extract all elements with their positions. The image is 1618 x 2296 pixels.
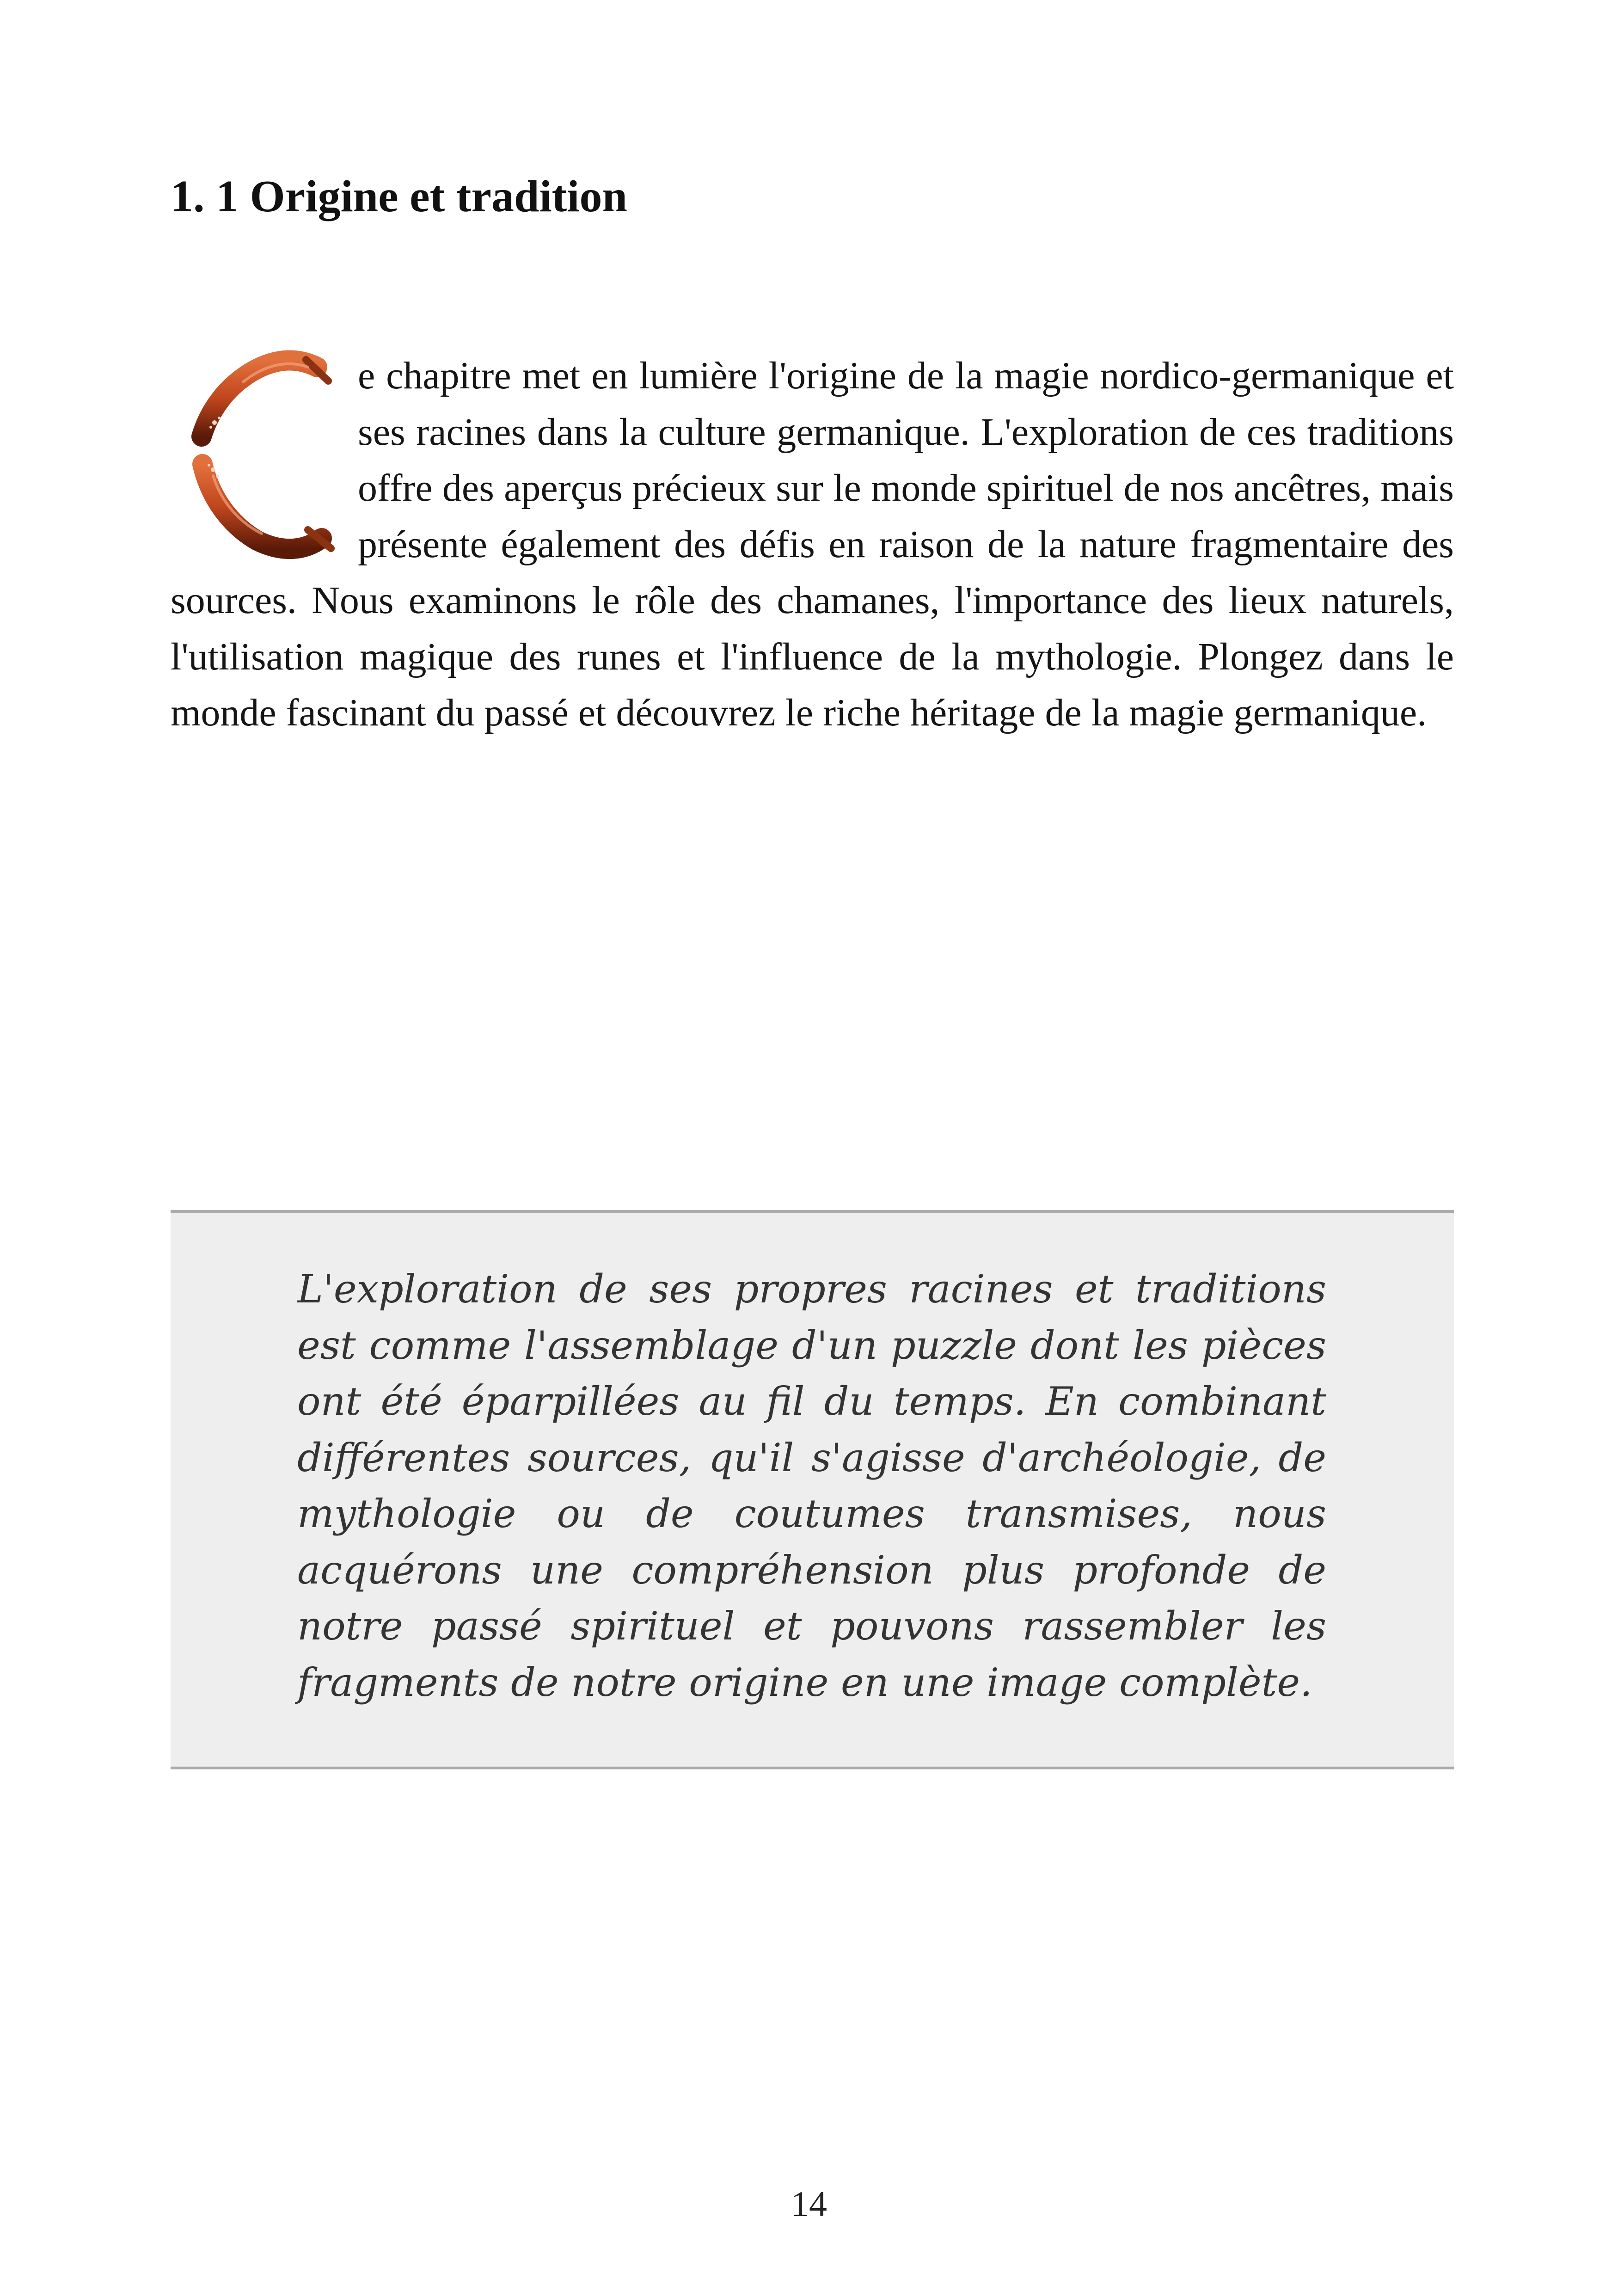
page-number: 14 — [791, 2184, 827, 2224]
intro-paragraph — [171, 348, 1454, 741]
intro-text: e chapitre met en lumière l'origine de la magie nordico-germanique et ses racines dans la culture germanique. L'exploration de ces traditions offre des aperçus précieux sur le monde spirituel de nos ancêtres, mais présente également des défis en raison de la nature fragmentaire des sources. Nous examinons le rôle des chamanes, l'importance des lieux naturels, l'utilisation magique des runes et l'influence de la mythologie. Plongez dans le monde fascinant du passé et découvrez le riche héritage de la magie germanique. — [171, 354, 1454, 734]
quote-text: L'exploration de ses propres racines et traditions est comme l'assemblage d'un puzzle dont les pièces ont été éparpillées au fil du temps. En combinant différentes sources, qu'il s'agisse d'archéologie, de mythologie ou de coutumes transmises, nous acquérons une compréhension plus profonde de notre passé spirituel et pouvons rassembler les fragments de notre origine en une image complète. — [297, 1266, 1326, 1705]
section-title: 1. 1 Origine et tradition — [171, 172, 628, 221]
quote-box — [171, 1210, 1454, 1769]
dropcap-c-icon — [169, 349, 354, 566]
